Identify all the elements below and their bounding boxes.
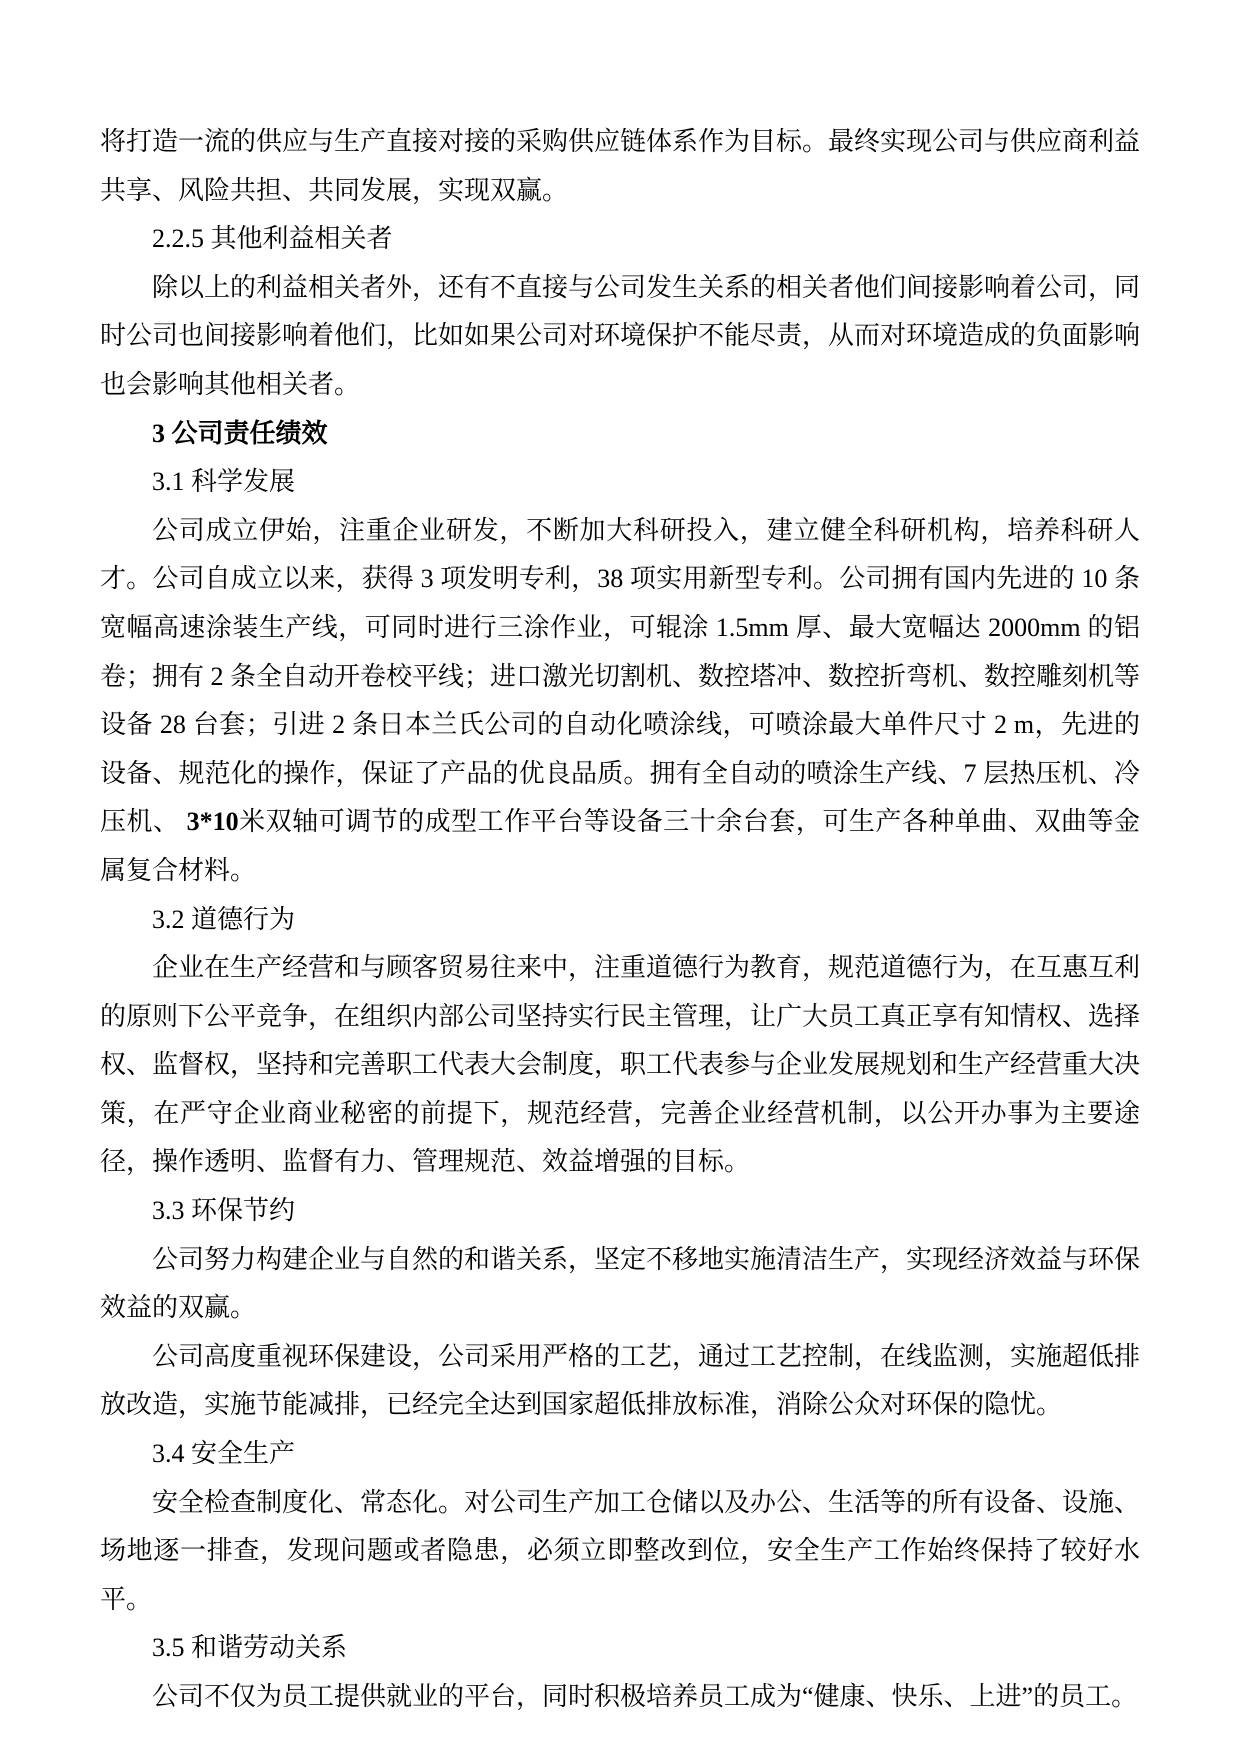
text-run: 3.4 安全生产 — [152, 1439, 296, 1469]
para-safe-production — [100, 1479, 1140, 1625]
bold-text-run: 3 公司责任绩效 — [152, 418, 328, 448]
heading-3-5-harmonious-labor-relations — [100, 1624, 1140, 1673]
text-run: 公司不仅为员工提供就业的平台，同时积极培养员工成为“健康、快乐、上进”的员工。 — [152, 1682, 1138, 1711]
heading-3-3-environmental-conservation — [100, 1187, 1140, 1236]
text-run: 公司努力构建企业与自然的和谐关系，坚定不移地实施清洁生产，实现经济效益与环保效益的双赢。 — [100, 1244, 1141, 1323]
para-other-stakeholders — [100, 264, 1140, 410]
text-run: 3.2 道德行为 — [152, 904, 296, 934]
para-ethical-behavior — [100, 944, 1140, 1187]
para-environment-win-win — [100, 1236, 1140, 1333]
text-run: 3.5 和谐劳动关系 — [152, 1633, 348, 1663]
para-scientific-development — [100, 507, 1140, 896]
heading-3-2-ethical-behavior — [100, 896, 1140, 945]
text-run: 米双轴可调节的成型工作平台等设备三十余台套，可生产各种单曲、双曲等金属复合材料。 — [100, 807, 1140, 885]
heading-3-1-scientific-development — [100, 458, 1140, 507]
text-run: 2.2.5 其他利益相关者 — [152, 224, 393, 254]
text-run: 企业在生产经营和与顾客贸易往来中，注重道德行为教育，规范道德行为，在互惠互利的原则下公平竞争，在组织内部公司坚持实行民主管理，让广大员工真正享有知情权、选择权、监督权，坚持和完善职工代表大会制度，职工代表参与企业发展规划和生产经营重大决策，在严守企业商业秘密的前提下，规范经营，完善企业经营机制，以公开办事为主要途径，操作透明、监督有力、管理规范、效益增强的目标。 — [100, 953, 1141, 1177]
heading-3-company-responsibility-performance — [100, 410, 1140, 459]
text-run: 公司高度重视环保建设，公司采用严格的工艺，通过工艺控制，在线监测，实施超低排放改造，实施节能减排，已经完全达到国家超低排放标准，消除公众对环保的隐忧。 — [100, 1341, 1141, 1420]
text-run: 除以上的利益相关者外，还有不直接与公司发生关系的相关者他们间接影响着公司，同时公司也间接影响着他们，比如如果公司对环境保护不能尽责，从而对环境造成的负面影响也会影响其他相关者。 — [100, 272, 1141, 399]
text-run: 将打造一流的供应与生产直接对接的采购供应链体系作为目标。最终实现公司与供应商利益共享、风险共担、共同发展，实现双赢。 — [100, 127, 1141, 205]
document-body — [100, 118, 1140, 1722]
text-run: 3.3 环保节约 — [152, 1196, 296, 1226]
heading-3-4-safe-production — [100, 1430, 1140, 1479]
para-harmonious-labor-relations — [100, 1673, 1140, 1722]
bold-text-run: 3*10 — [186, 807, 239, 837]
heading-2-2-5-other-stakeholders — [100, 215, 1140, 264]
text-run: 3.1 科学发展 — [152, 467, 296, 497]
para-supply-chain-continuation — [100, 118, 1140, 215]
text-run: 公司成立伊始，注重企业研发，不断加大科研投入，建立健全科研机构，培养科研人才。公司自成立以来，获得 3 项发明专利，38 项实用新型专利。公司拥有国内先进的 10 条宽幅高速涂装生产线，可同时进行三涂作业，可辊涂 1.5mm 厚、最大宽幅达 2000mm 的铝卷；拥有 2 条全自动开卷校平线；进口激光切割机、数控塔冲、数控折弯机、数控雕刻机等设备 28 台套；引进 2 条日本兰氏公司的自动化喷涂线，可喷涂最大单件尺寸 2 m，先进的设备、规范化的操作，保证了产品的优良品质。拥有全自动的喷涂生产线、7 层热压机、冷压机、 — [100, 515, 1141, 837]
para-environment-upgrades — [100, 1333, 1140, 1430]
text-run: 安全检查制度化、常态化。对公司生产加工仓储以及办公、生活等的所有设备、设施、场地逐一排查，发现问题或者隐患，必须立即整改到位，安全生产工作始终保持了较好水平。 — [100, 1487, 1141, 1614]
